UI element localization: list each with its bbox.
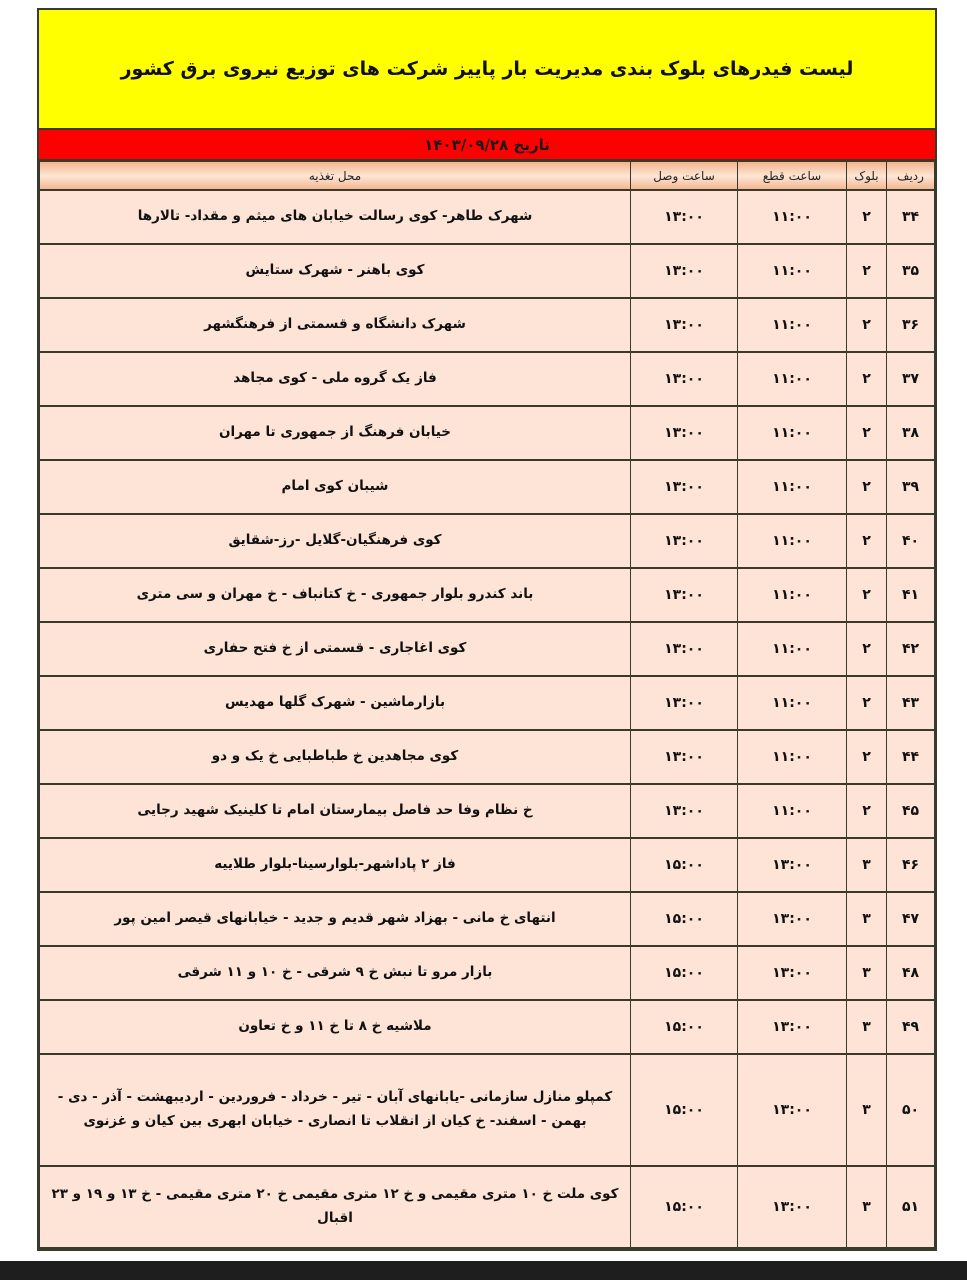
location-cell: فاز یک گروه ملی - کوی مجاهد	[40, 352, 631, 406]
location-cell: انتهای خ مانی - بهزاد شهر قدیم و جدید - خیابانهای قیصر امین پور	[40, 892, 631, 946]
connect-time-cell: ۱۳:۰۰	[631, 352, 738, 406]
cut-time-cell: ۱۱:۰۰	[738, 568, 847, 622]
row-number-cell: ۴۱	[887, 568, 935, 622]
block-cell: ۲	[847, 730, 887, 784]
table-row	[40, 352, 935, 406]
row-number-cell: ۴۶	[887, 838, 935, 892]
row-number-cell: ۴۰	[887, 514, 935, 568]
table-row	[40, 1166, 935, 1248]
location-cell: ملاشیه خ ۸ تا خ ۱۱ و خ تعاون	[40, 1000, 631, 1054]
row-number-cell: ۳۵	[887, 244, 935, 298]
location-cell: خیابان فرهنگ از جمهوری تا مهران	[40, 406, 631, 460]
connect-time-cell: ۱۳:۰۰	[631, 676, 738, 730]
block-cell: ۳	[847, 1054, 887, 1166]
cut-time-cell: ۱۳:۰۰	[738, 892, 847, 946]
block-cell: ۳	[847, 946, 887, 1000]
table-row	[40, 298, 935, 352]
location-cell: شیبان کوی امام	[40, 460, 631, 514]
row-number-cell: ۳۸	[887, 406, 935, 460]
connect-time-cell: ۱۵:۰۰	[631, 1054, 738, 1166]
connect-time-cell: ۱۳:۰۰	[631, 730, 738, 784]
schedule-sheet	[37, 8, 937, 1251]
table-row	[40, 1000, 935, 1054]
location-cell: کوی مجاهدین خ طباطبایی خ یک و دو	[40, 730, 631, 784]
cut-time-cell: ۱۱:۰۰	[738, 622, 847, 676]
location-cell: خ نظام وفا حد فاصل بیمارستان امام تا کلینیک شهید رجایی	[40, 784, 631, 838]
cut-time-cell: ۱۱:۰۰	[738, 784, 847, 838]
connect-time-cell: ۱۳:۰۰	[631, 244, 738, 298]
header-cut-time: ساعت قطع	[738, 162, 847, 191]
block-cell: ۲	[847, 568, 887, 622]
page-title: لیست فیدرهای بلوک بندی مدیریت بار پاییز شرکت های توزیع نیروی برق کشور	[120, 58, 854, 80]
cut-time-cell: ۱۱:۰۰	[738, 244, 847, 298]
table-row	[40, 622, 935, 676]
connect-time-cell: ۱۳:۰۰	[631, 190, 738, 244]
connect-time-cell: ۱۵:۰۰	[631, 1000, 738, 1054]
block-cell: ۳	[847, 1000, 887, 1054]
row-number-cell: ۴۵	[887, 784, 935, 838]
table-row	[40, 190, 935, 244]
location-cell: کمپلو منازل سازمانی -یابانهای آبان - تیر - خرداد - فروردین - اردیبهشت - آذر - دی - بهمن - اسفند- خ کیان از انقلاب تا انصاری - خیابان ابهری بین کیان و غزنوی	[40, 1054, 631, 1166]
block-cell: ۲	[847, 676, 887, 730]
location-cell: باند کندرو بلوار جمهوری - خ کتانباف - خ مهران و سی متری	[40, 568, 631, 622]
table-header-row	[40, 162, 935, 191]
row-number-cell: ۴۸	[887, 946, 935, 1000]
cut-time-cell: ۱۳:۰۰	[738, 1054, 847, 1166]
connect-time-cell: ۱۳:۰۰	[631, 406, 738, 460]
block-cell: ۳	[847, 892, 887, 946]
cut-time-cell: ۱۳:۰۰	[738, 946, 847, 1000]
block-cell: ۲	[847, 460, 887, 514]
table-row	[40, 892, 935, 946]
feeder-table	[39, 161, 935, 1249]
header-block: بلوک	[847, 162, 887, 191]
block-cell: ۲	[847, 514, 887, 568]
table-row	[40, 946, 935, 1000]
row-number-cell: ۵۰	[887, 1054, 935, 1166]
block-cell: ۲	[847, 190, 887, 244]
row-number-cell: ۳۶	[887, 298, 935, 352]
cut-time-cell: ۱۱:۰۰	[738, 406, 847, 460]
row-number-cell: ۴۳	[887, 676, 935, 730]
cut-time-cell: ۱۳:۰۰	[738, 1166, 847, 1248]
table-row	[40, 568, 935, 622]
cut-time-cell: ۱۳:۰۰	[738, 838, 847, 892]
location-cell: شهرک طاهر- کوی رسالت خیابان های میثم و مقداد- تالارها	[40, 190, 631, 244]
row-number-cell: ۳۴	[887, 190, 935, 244]
row-number-cell: ۳۷	[887, 352, 935, 406]
table-row	[40, 514, 935, 568]
row-number-cell: ۵۱	[887, 1166, 935, 1248]
row-number-cell: ۴۴	[887, 730, 935, 784]
table-row	[40, 460, 935, 514]
location-cell: کوی اغاجاری - قسمتی از خ فتح حفاری	[40, 622, 631, 676]
connect-time-cell: ۱۵:۰۰	[631, 838, 738, 892]
header-location: محل تغذیه	[40, 162, 631, 191]
block-cell: ۳	[847, 1166, 887, 1248]
block-cell: ۲	[847, 784, 887, 838]
cut-time-cell: ۱۱:۰۰	[738, 190, 847, 244]
connect-time-cell: ۱۵:۰۰	[631, 892, 738, 946]
location-cell: فاز ۲ پاداشهر-بلوارسینا-بلوار طلاییه	[40, 838, 631, 892]
cut-time-cell: ۱۱:۰۰	[738, 352, 847, 406]
location-cell: کوی فرهنگیان-گلایل -رز-شقایق	[40, 514, 631, 568]
table-row	[40, 838, 935, 892]
location-cell: بازارماشین - شهرک گلها مهدیس	[40, 676, 631, 730]
header-row-number: ردیف	[887, 162, 935, 191]
cut-time-cell: ۱۱:۰۰	[738, 460, 847, 514]
cut-time-cell: ۱۱:۰۰	[738, 676, 847, 730]
connect-time-cell: ۱۵:۰۰	[631, 1166, 738, 1248]
block-cell: ۲	[847, 406, 887, 460]
cut-time-cell: ۱۱:۰۰	[738, 730, 847, 784]
cut-time-cell: ۱۳:۰۰	[738, 1000, 847, 1054]
block-cell: ۲	[847, 298, 887, 352]
title-band	[39, 10, 935, 130]
location-cell: کوی ملت خ ۱۰ متری مقیمی و خ ۱۲ متری مقیمی خ ۲۰ متری مقیمی - خ ۱۳ و ۱۹ و ۲۳ اقبال	[40, 1166, 631, 1248]
table-row	[40, 406, 935, 460]
table-row	[40, 244, 935, 298]
table-row	[40, 676, 935, 730]
table-row	[40, 730, 935, 784]
row-number-cell: ۴۷	[887, 892, 935, 946]
connect-time-cell: ۱۳:۰۰	[631, 298, 738, 352]
location-cell: بازار مرو تا نبش خ ۹ شرقی - خ ۱۰ و ۱۱ شرقی	[40, 946, 631, 1000]
cut-time-cell: ۱۱:۰۰	[738, 298, 847, 352]
cut-time-cell: ۱۱:۰۰	[738, 514, 847, 568]
header-connect-time: ساعت وصل	[631, 162, 738, 191]
block-cell: ۳	[847, 838, 887, 892]
row-number-cell: ۴۲	[887, 622, 935, 676]
row-number-cell: ۳۹	[887, 460, 935, 514]
table-row	[40, 1054, 935, 1166]
connect-time-cell: ۱۳:۰۰	[631, 568, 738, 622]
table-row	[40, 784, 935, 838]
connect-time-cell: ۱۳:۰۰	[631, 460, 738, 514]
connect-time-cell: ۱۳:۰۰	[631, 622, 738, 676]
date-label: تاریخ ۱۴۰۳/۰۹/۲۸	[424, 135, 550, 154]
bottom-bar	[0, 1261, 967, 1280]
row-number-cell: ۴۹	[887, 1000, 935, 1054]
block-cell: ۲	[847, 622, 887, 676]
connect-time-cell: ۱۳:۰۰	[631, 514, 738, 568]
location-cell: شهرک دانشگاه و قسمتی از فرهنگشهر	[40, 298, 631, 352]
date-band	[39, 130, 935, 161]
location-cell: کوی باهنر - شهرک ستایش	[40, 244, 631, 298]
block-cell: ۲	[847, 352, 887, 406]
block-cell: ۲	[847, 244, 887, 298]
connect-time-cell: ۱۳:۰۰	[631, 784, 738, 838]
connect-time-cell: ۱۵:۰۰	[631, 946, 738, 1000]
